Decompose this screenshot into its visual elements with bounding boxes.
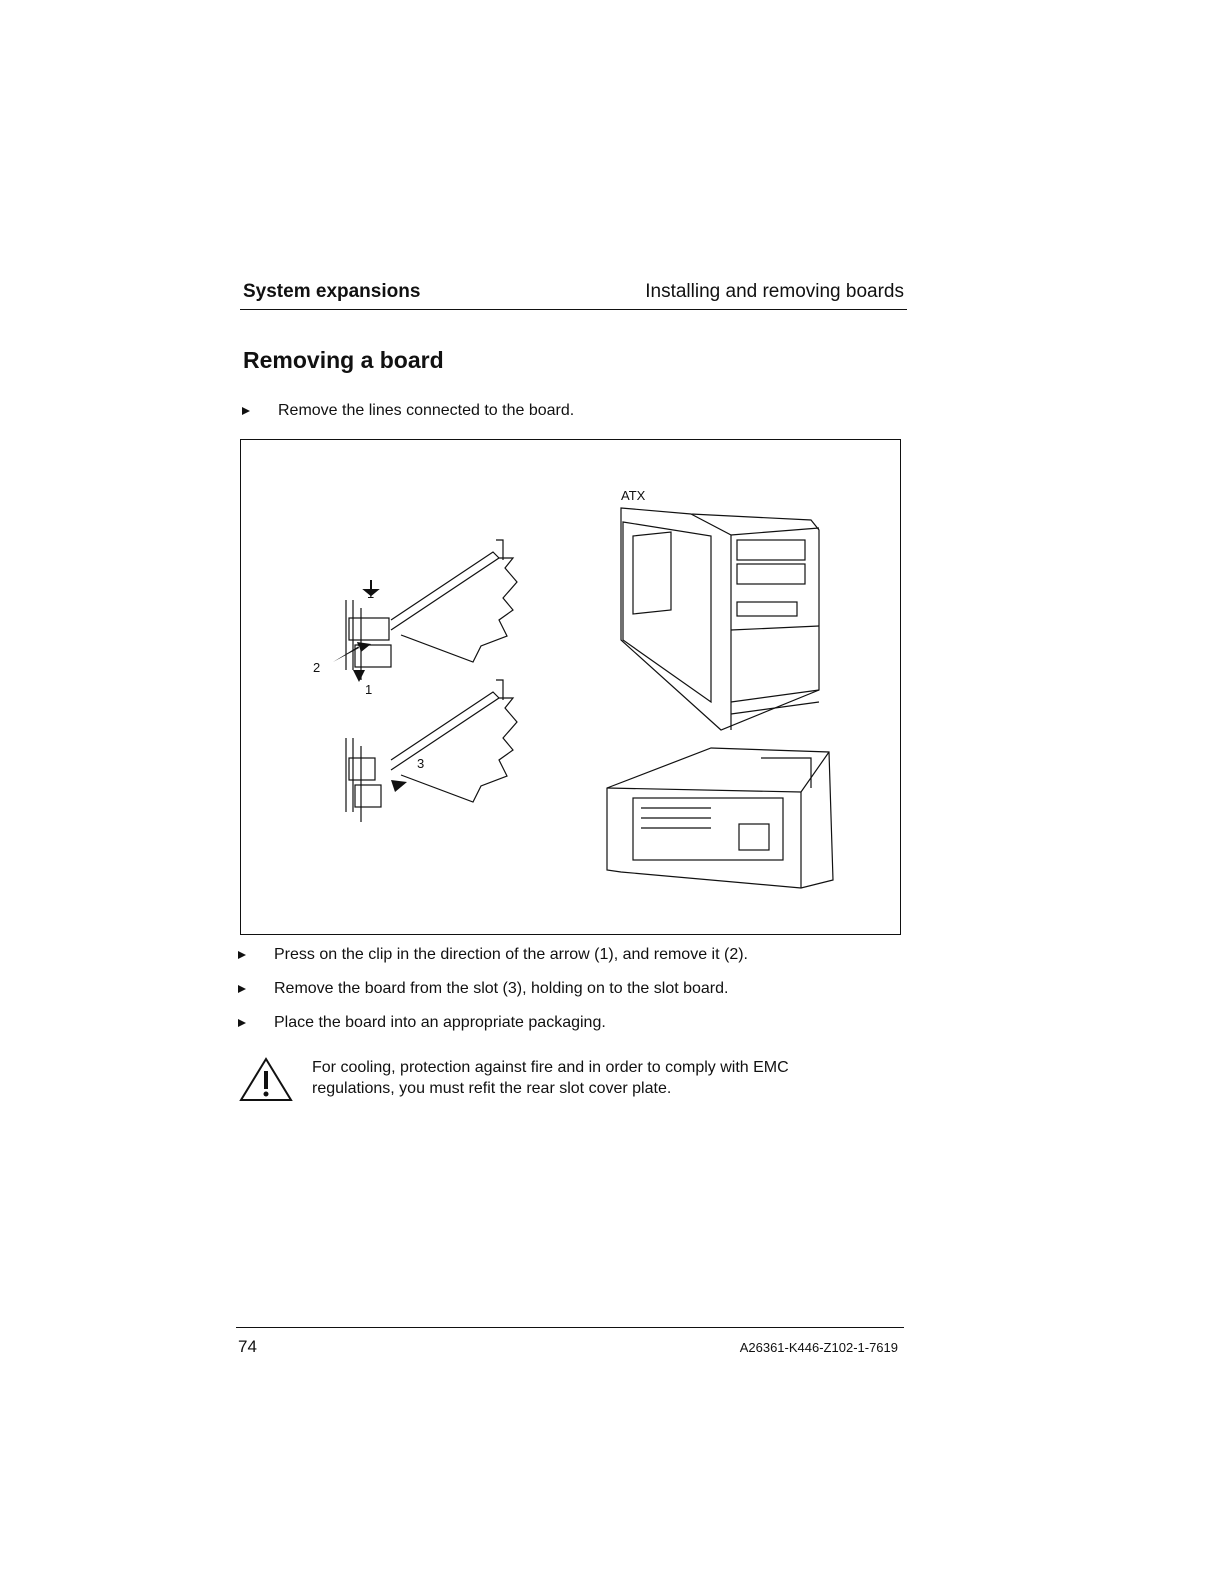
callout-3: 3 bbox=[417, 756, 425, 771]
callout-1-top: 1 bbox=[367, 586, 375, 601]
lower-board-detail bbox=[346, 680, 517, 822]
callout-1-bottom: 1 bbox=[365, 682, 373, 697]
bullet-arrow-icon bbox=[238, 1019, 246, 1027]
bullet-arrow-icon bbox=[238, 951, 246, 959]
footer-divider bbox=[236, 1327, 904, 1328]
desktop-case bbox=[607, 748, 833, 888]
page-title: Removing a board bbox=[243, 347, 444, 373]
page-number: 74 bbox=[238, 1337, 257, 1356]
board-removal-illustration bbox=[241, 440, 902, 936]
step-text: Remove the board from the slot (3), holding on to the slot board. bbox=[274, 980, 729, 997]
bullet-arrow-icon bbox=[242, 407, 250, 415]
callout-2: 2 bbox=[313, 660, 321, 675]
header-divider bbox=[240, 309, 907, 310]
warning-text: For cooling, protection against fire and in order to comply with EMC regulations, you must refit the rear slot cover plate. bbox=[312, 1059, 789, 1097]
header-topic: Installing and removing boards bbox=[645, 281, 904, 302]
step-text: Place the board into an appropriate packaging. bbox=[274, 1014, 606, 1031]
document-id: A26361-K446-Z102-1-7619 bbox=[739, 1340, 898, 1355]
illustration-figure bbox=[240, 439, 901, 935]
warning-triangle-icon bbox=[238, 1055, 294, 1103]
step-text: Press on the clip in the direction of the arrow (1), and remove it (2). bbox=[274, 946, 748, 963]
atx-tower-case bbox=[621, 508, 819, 730]
header-section: System expansions bbox=[243, 281, 421, 302]
atx-label: ATX bbox=[621, 488, 646, 503]
bullet-arrow-icon bbox=[238, 985, 246, 993]
step-text: Remove the lines connected to the board. bbox=[278, 402, 575, 419]
upper-board-detail bbox=[346, 540, 517, 680]
